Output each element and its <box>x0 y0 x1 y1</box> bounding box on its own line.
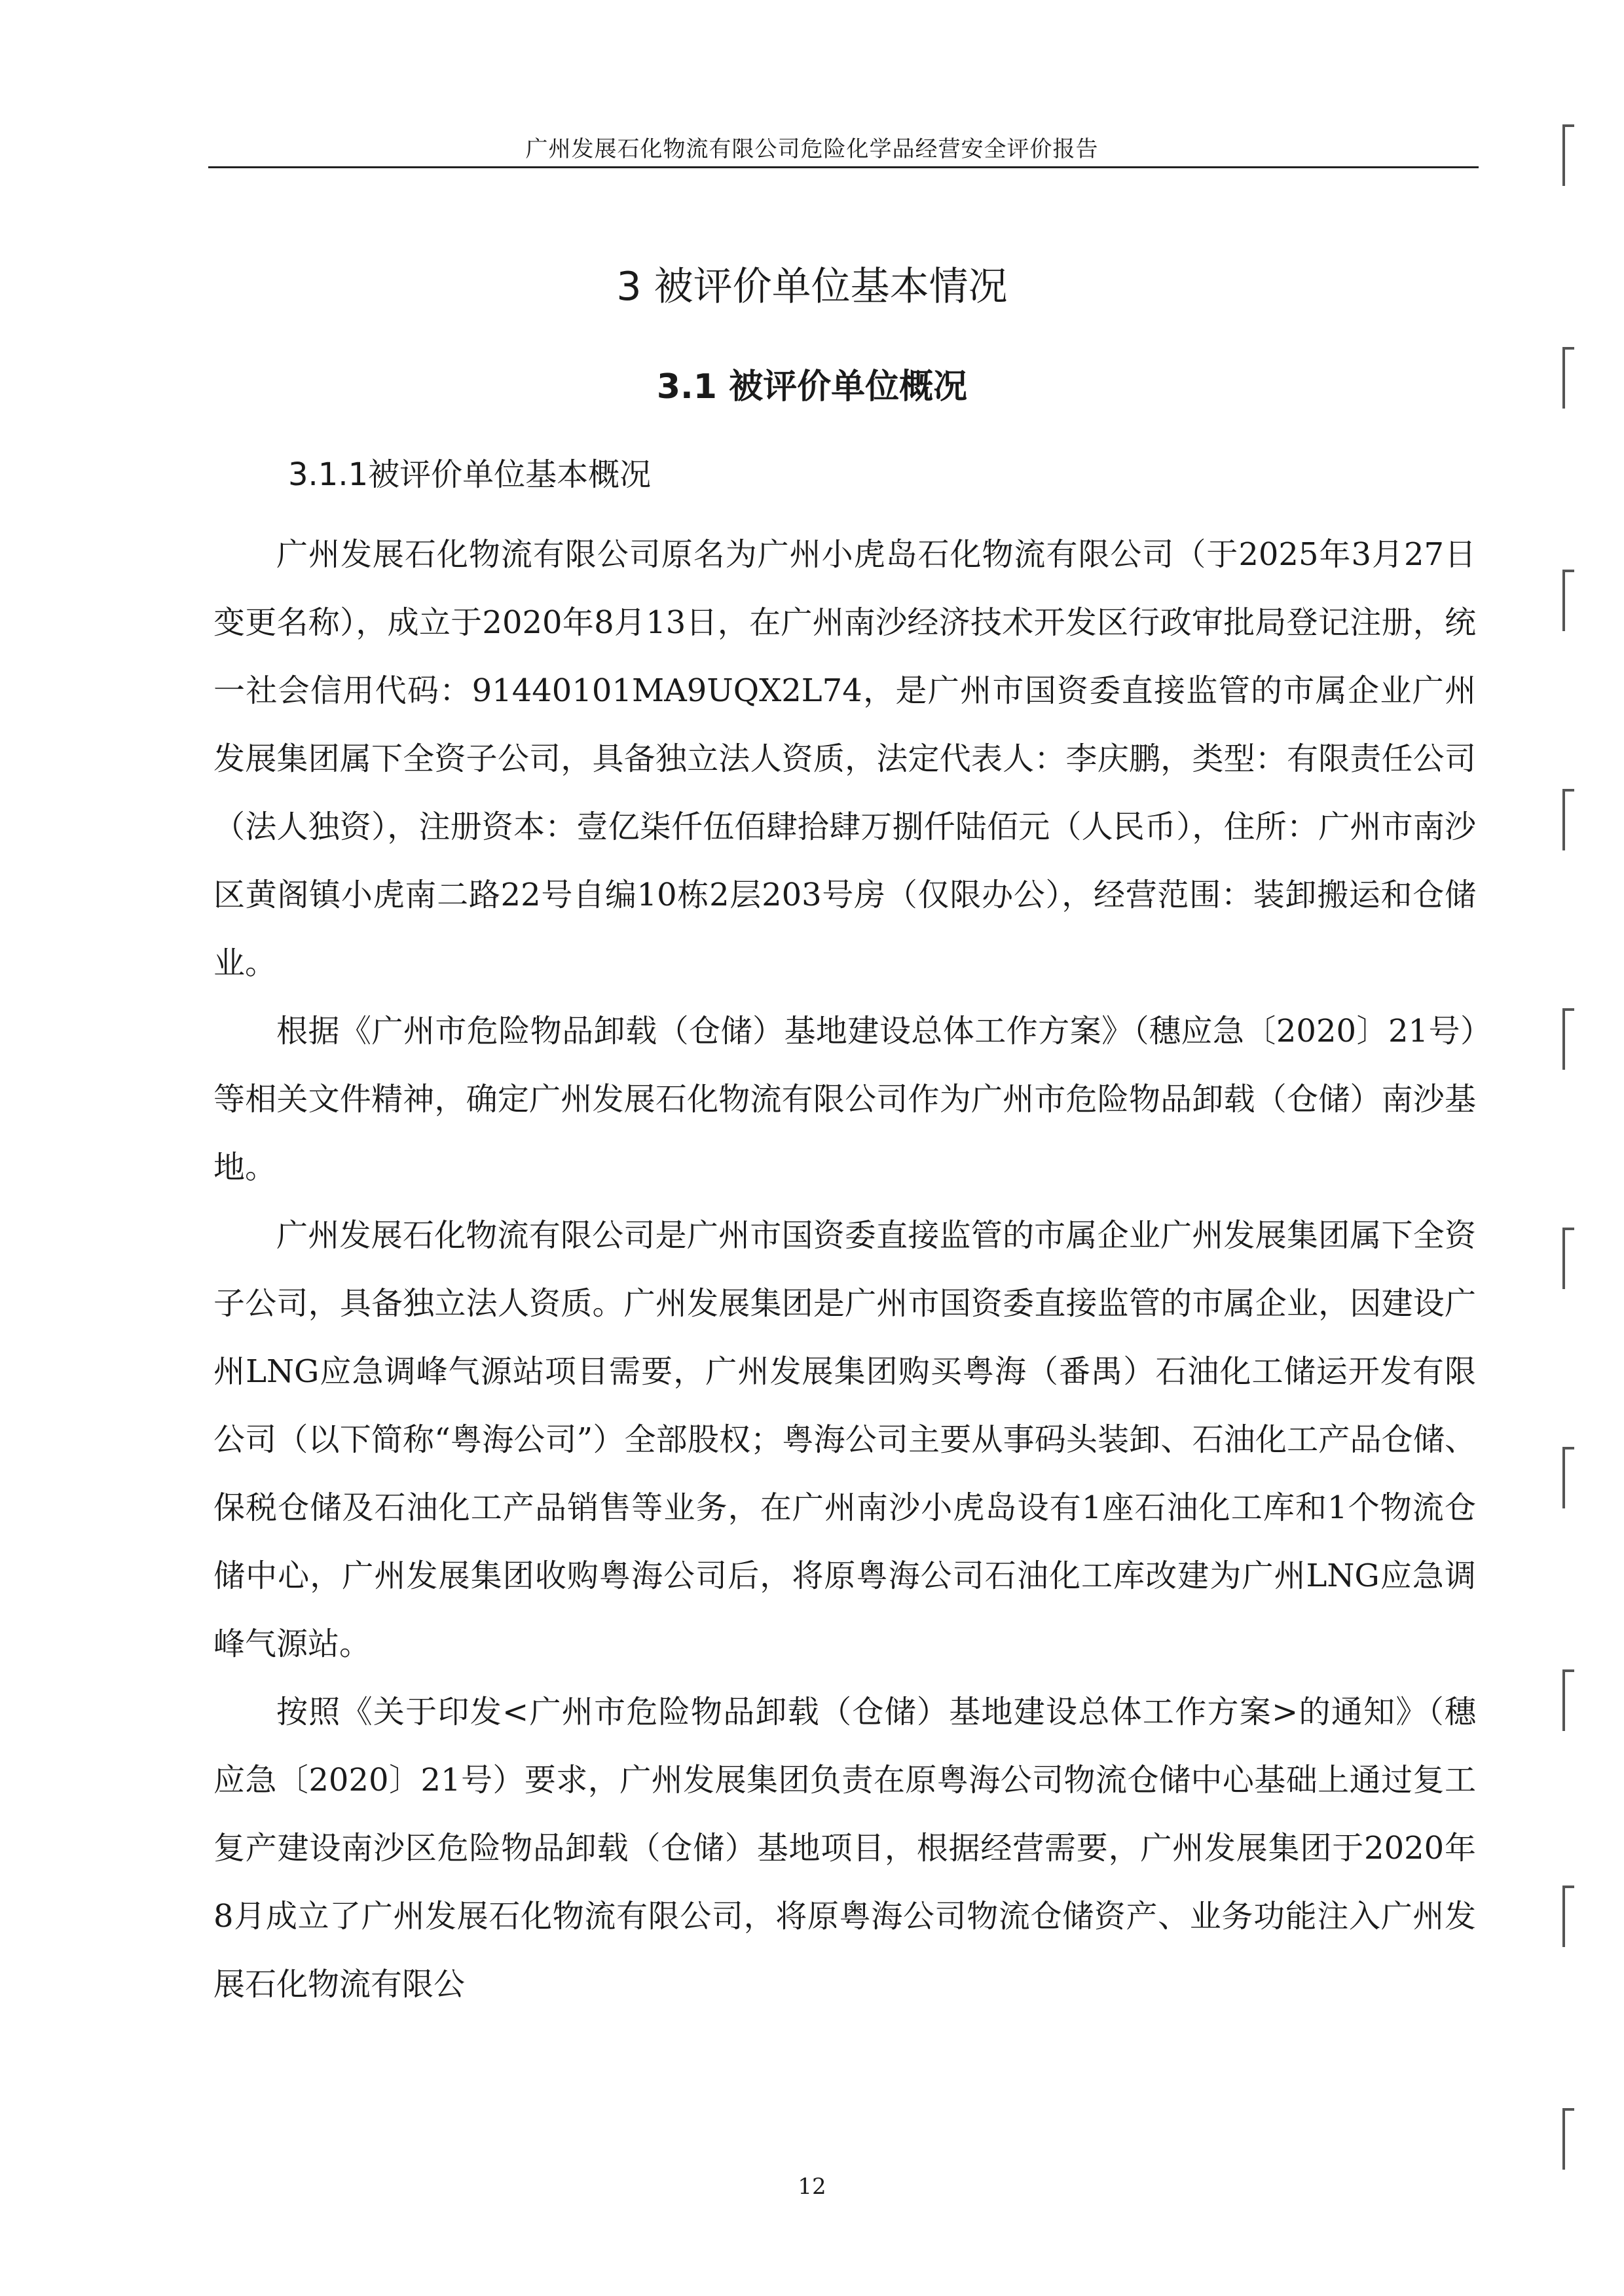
body-text <box>213 520 1476 2018</box>
paragraph-project-history: 按照《关于印发<广州市危险物品卸载（仓储）基地建设总体工作方案>的通知》（穗应急〔2020〕21号）要求，广州发展集团负责在原粤海公司物流仓储中心基础上通过复工复产建设南沙区危险物品卸载（仓储）基地项目，根据经营需要，广州发展集团于2020年8月成立了广州发展石化物流有限公司，将原粤海公司物流仓储资产、业务功能注入广州发展石化物流有限公 <box>213 1694 1476 2003</box>
header-divider <box>208 166 1479 168</box>
binding-mark <box>1562 1228 1574 1289</box>
binding-mark <box>1562 2108 1574 2170</box>
paragraph-base-designation: 根据《广州市危险物品卸载（仓储）基地建设总体工作方案》（穗应急〔2020〕21号）等相关文件精神，确定广州发展石化物流有限公司作为广州市危险物品卸载（仓储）南沙基地。 <box>213 1013 1476 1186</box>
page-header: 广州发展石化物流有限公司危险化学品经营安全评价报告 <box>525 136 1099 162</box>
binding-mark <box>1562 124 1574 186</box>
binding-mark <box>1562 1447 1574 1508</box>
binding-mark <box>1562 570 1574 631</box>
section-title: 3.1 被评价单位概况 <box>656 367 968 407</box>
binding-mark <box>1562 1886 1574 1947</box>
binding-mark <box>1562 1008 1574 1070</box>
binding-mark <box>1562 789 1574 850</box>
binding-mark <box>1562 1669 1574 1731</box>
chapter-title: 3 被评价单位基本情况 <box>616 264 1008 310</box>
binding-mark <box>1562 347 1574 409</box>
page-number: 12 <box>798 2174 826 2200</box>
paragraph-group-background: 广州发展石化物流有限公司是广州市国资委直接监管的市属企业广州发展集团属下全资子公司，具备独立法人资质。广州发展集团是广州市国资委直接监管的市属企业，因建设广州LNG应急调峰气源站项目需要，广州发展集团购买粤海（番禺）石油化工储运开发有限公司（以下简称“粤海公司”）全部股权；粤海公司主要从事码头装卸、石油化工产品仓储、保税仓储及石油化工产品销售等业务，在广州南沙小虎岛设有1座石油化工库和1个物流仓储中心，广州发展集团收购粤海公司后，将原粤海公司石油化工库改建为广州LNG应急调峰气源站。 <box>213 1217 1476 1662</box>
paragraph-company-overview: 广州发展石化物流有限公司原名为广州小虎岛石化物流有限公司（于2025年3月27日变更名称），成立于2020年8月13日，在广州南沙经济技术开发区行政审批局登记注册，统一社会信用代码：91440101MA9UQX2L74，是广州市国资委直接监管的市属企业广州发展集团属下全资子公司，具备独立法人资质，法定代表人：李庆鹏，类型：有限责任公司（法人独资），注册资本：壹亿柒仟伍佰肆拾肆万捌仟陆佰元（人民币），住所：广州市南沙区黄阁镇小虎南二路22号自编10栋2层203号房（仅限办公），经营范围：装卸搬运和仓储业。 <box>213 536 1476 981</box>
subsection-title: 3.1.1被评价单位基本概况 <box>288 456 652 493</box>
